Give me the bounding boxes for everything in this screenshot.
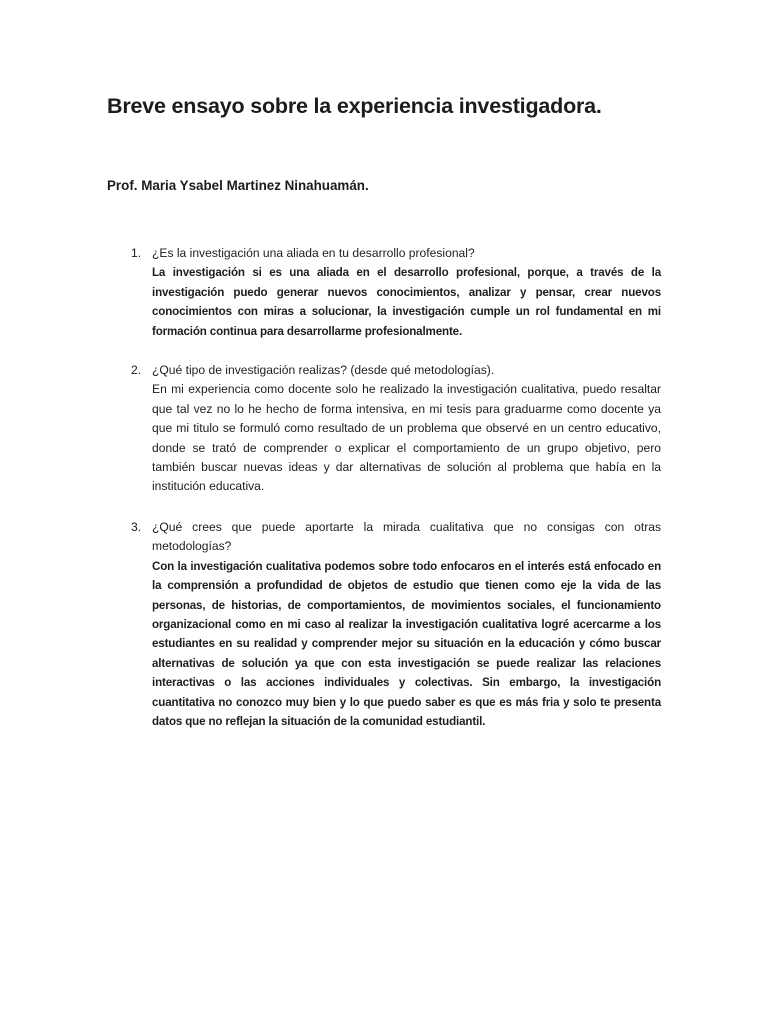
answer-text: La investigación si es una aliada en el desarrollo profesional, porque, a través de la investigación puedo generar nuevos conocimientos, analizar y pensar, crear nuevos conocimientos con miras a solucionar, la investigación cumple un rol fundamental en mi formación continua para desarrollarme profesionalmente. bbox=[152, 266, 661, 338]
question-item-1 bbox=[131, 244, 661, 341]
question-text: ¿Qué crees que puede aportarte la mirada cualitativa que no consigas con otras metodologías? bbox=[152, 519, 661, 554]
question-item-3 bbox=[131, 518, 661, 731]
answer-text: En mi experiencia como docente solo he realizado la investigación cualitativa, puedo resaltar que tal vez no lo he hecho de forma intensiva, en mi tesis para graduarme como docente ya que mi titulo se formuló como resultado de un problema que observé en un centro educativo, donde se trató de comprender o explicar el comportamiento de un grupo objetivo, pero también buscar nuevas ideas y dar alternativas de solución al problema que había en la institución educativa. bbox=[152, 382, 661, 494]
question-item-2 bbox=[131, 361, 661, 497]
question-text: ¿Qué tipo de investigación realizas? (desde qué metodologías). bbox=[152, 363, 495, 378]
question-number: 2. bbox=[131, 363, 142, 378]
document-title: Breve ensayo sobre la experiencia investigadora. bbox=[107, 94, 602, 118]
question-list bbox=[131, 244, 661, 751]
question-number: 1. bbox=[131, 246, 142, 260]
answer-text: Con la investigación cualitativa podemos sobre todo enfocaros en el interés está enfocado en la comprensión a profundidad de objetos de estudio que tienen como eje la vida de las personas, de historias, de comportamientos, de movimientos sociales, el funcionamiento organizacional como en mi caso al realizar la investigación cualitativa logré acercarme a los estudiantes en su realidad y comprender mejor su situación en la educación y cómo buscar alternativas de solución ya que con esta investigación se puede realizar las relaciones interactivas o las acciones individuales y colectivas. Sin embargo, la investigación cuantitativa no conozco muy bien y lo que puedo saber es que es más fria y solo te presenta datos que no reflejan la situación de la comunidad estudiantil. bbox=[152, 559, 661, 728]
question-text: ¿Es la investigación una aliada en tu desarrollo profesional? bbox=[152, 246, 475, 260]
document-author: Prof. Maria Ysabel Martinez Ninahuamán. bbox=[107, 178, 369, 193]
question-number: 3. bbox=[131, 519, 142, 534]
